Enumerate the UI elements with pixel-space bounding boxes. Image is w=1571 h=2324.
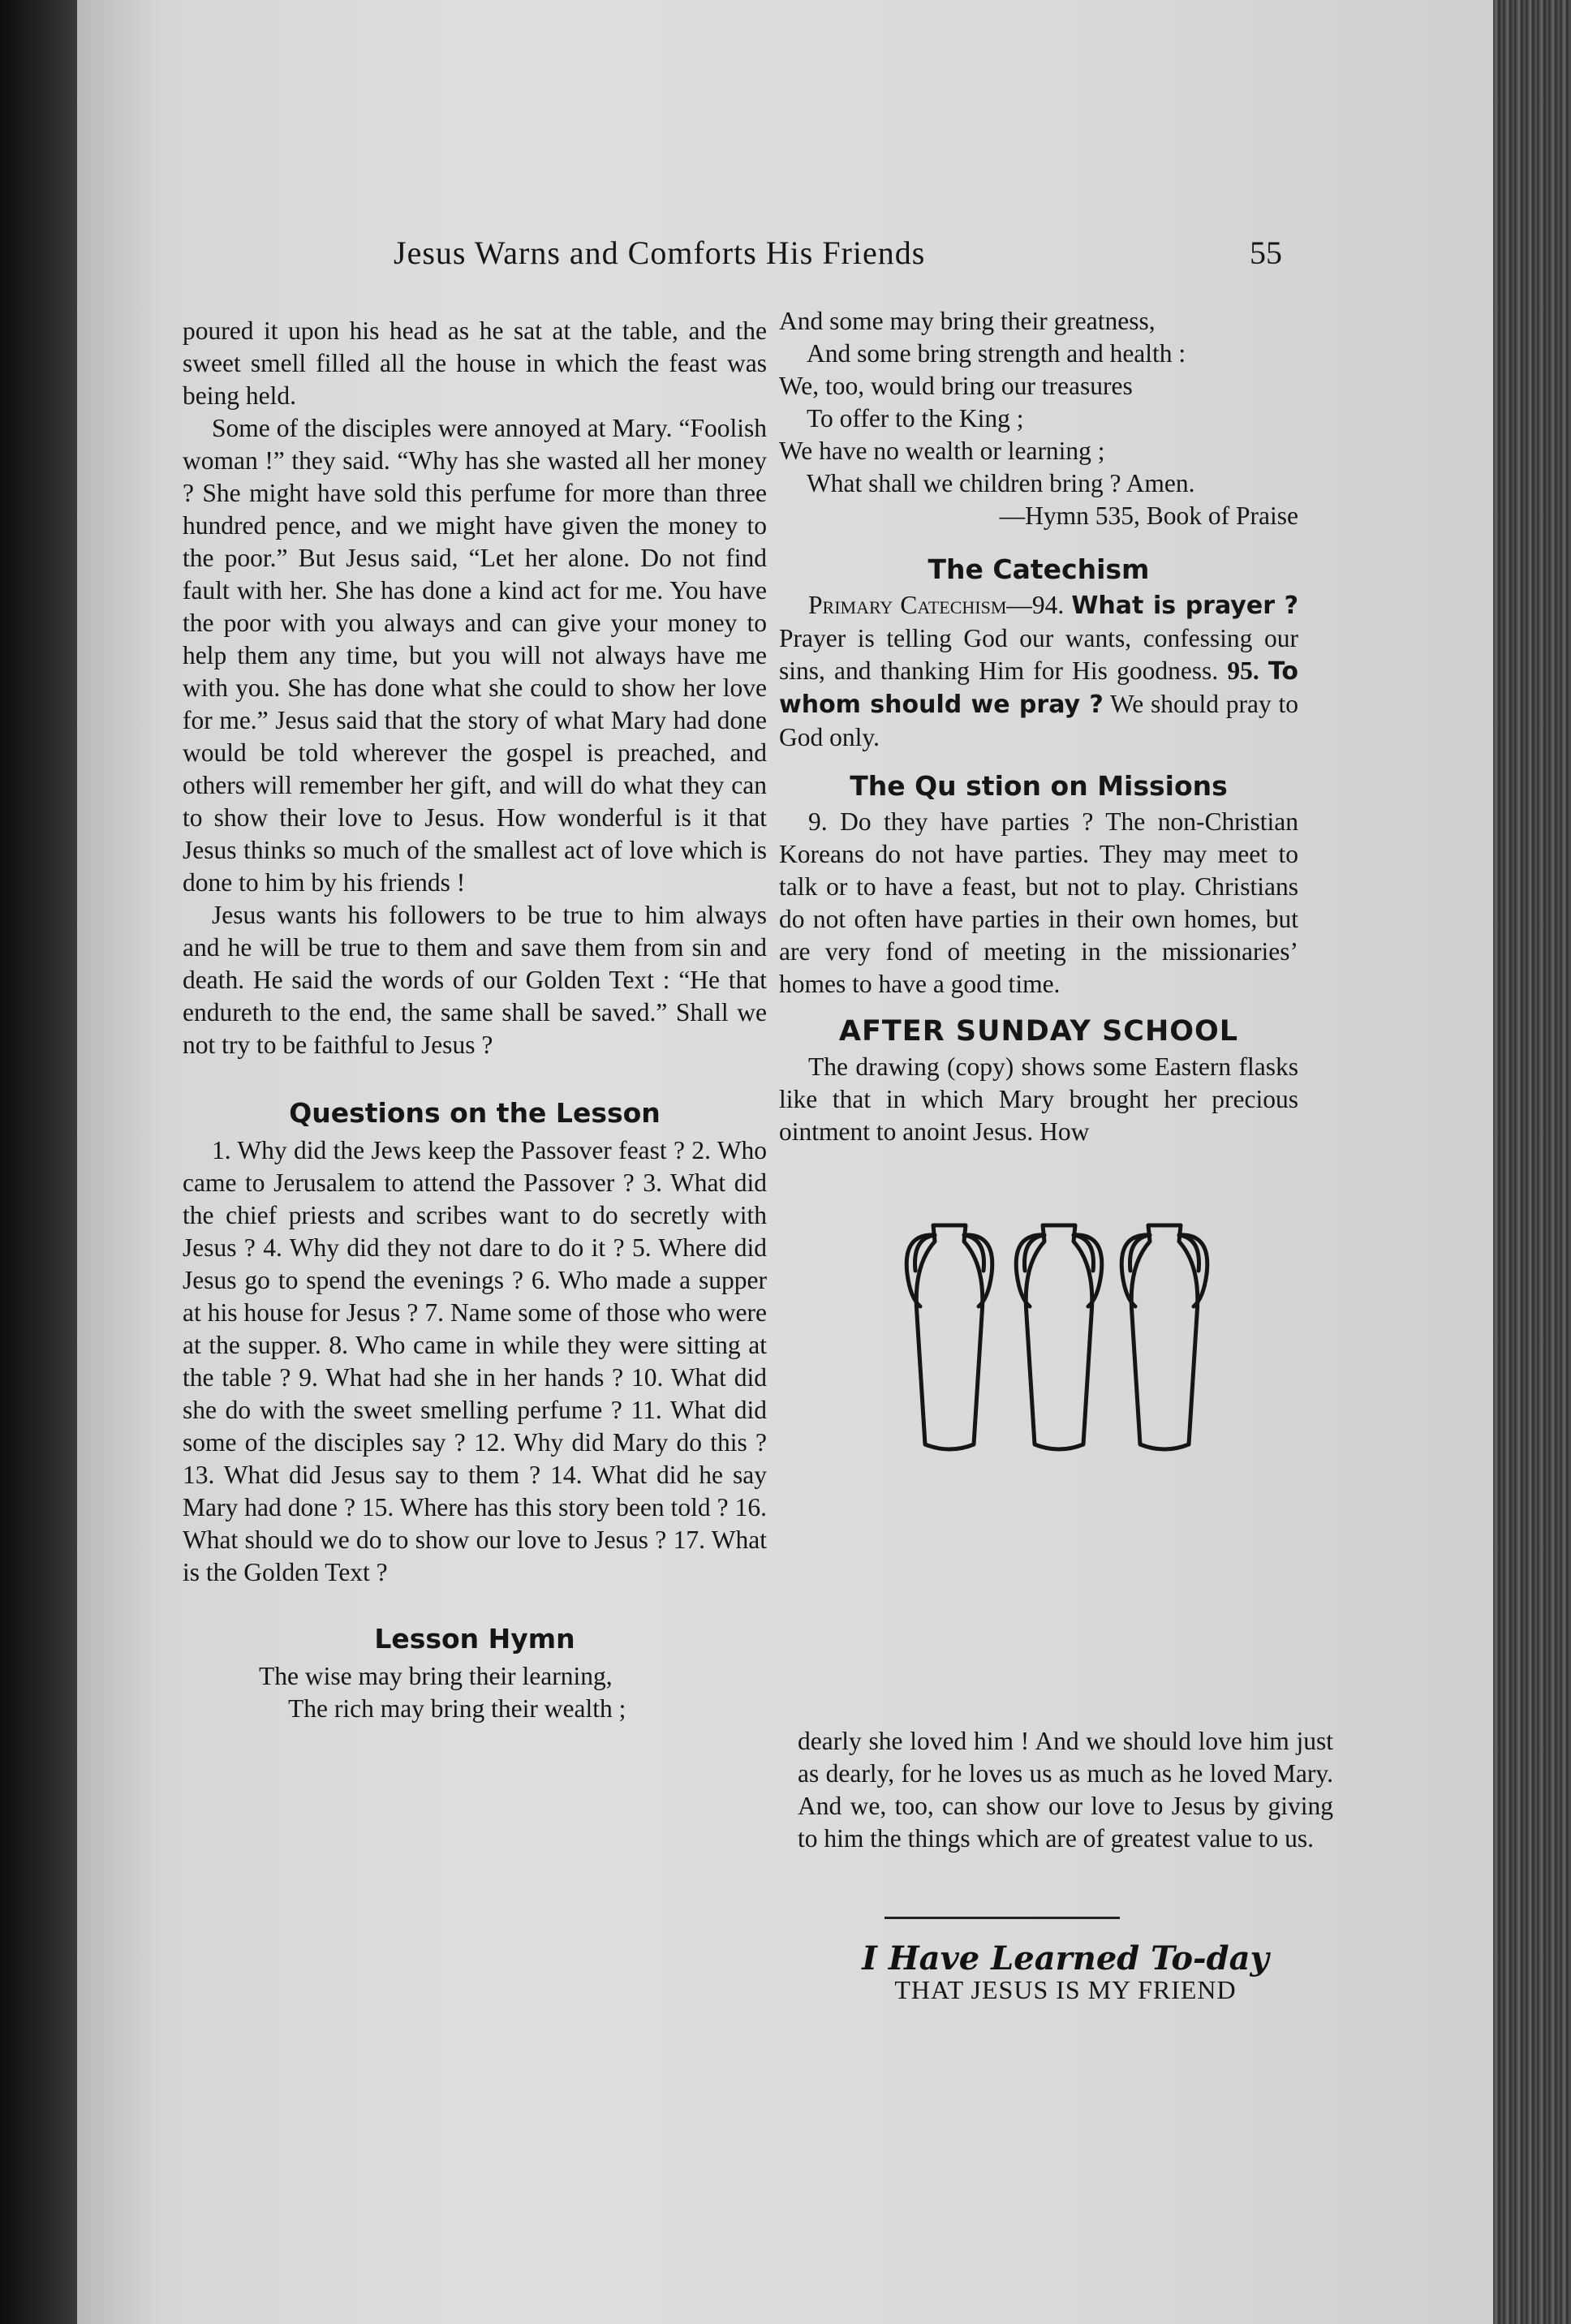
lesson-hymn-heading: Lesson Hymn: [374, 1623, 575, 1655]
after-text: The drawing (copy) shows some Eastern flasks like that in which Mary brought her precious ointment to anoint Jesus. How: [779, 1052, 1298, 1146]
catechism-question: To whom should we pray ?: [779, 657, 1299, 719]
eastern-flasks-drawing: [901, 1217, 1225, 1469]
hymn-line: We have no wealth or learning ;: [779, 437, 1105, 465]
questions-heading: Questions on the Lesson: [289, 1097, 661, 1129]
hymn-line: The rich may bring their wealth ;: [288, 1694, 626, 1723]
hymn-line: We, too, would bring our treasures: [779, 372, 1133, 400]
flask-icon: [906, 1225, 992, 1449]
questions-text: 1. Why did the Jews keep the Passover feast ? 2. Who came to Jerusalem to attend the Passover ? 3. What did the chief priests and scribes want to do secretly with Jesus ? 4. Why did they not dare to do it ? 5. Where did Jesus go to spend the evenings ? 6. Who made a supper at his house for Jesus ? 7. Name some of those who were at the supper. 8. Who came in while they were sitting at the table ? 9. What had she in her hands ? 10. What did she do with the sweet smelling perfume ? 11. What did some of the disciples say ? 12. Why did Mary do this ? 13. What did Jesus say to them ? 14. What did he say Mary had done ? 15. Where has this story been told ? 16. What should we do to show our love to Jesus ? 17. What is the Golden Text ?: [183, 1136, 767, 1586]
after-sunday-school-heading: AFTER SUNDAY SCHOOL: [838, 1015, 1239, 1048]
right-column-continued: [798, 1725, 1333, 1855]
body-paragraph: poured it upon his head as he sat at the table, and the sweet smell filled all the house in which the feast was being held.: [183, 316, 767, 410]
running-title: Jesus Warns and Comforts His Friends: [394, 235, 926, 271]
after-text-continued: dearly she loved him ! And we should love him just as dearly, for he loves us as much as he loved Mary. And we, too, can show our love to Jesus by giving to him the things which are of greatest value to us.: [798, 1727, 1333, 1853]
missions-heading: The Qu stion on Missions: [850, 770, 1228, 802]
hymn-line: What shall we children bring ? Amen.: [807, 469, 1195, 497]
catechism-answer: Prayer is telling God our wants, confessing our sins, and thanking Him for His goodness.: [779, 624, 1298, 685]
hymn-line: And some bring strength and health :: [807, 339, 1186, 368]
page-stack-edge: [1493, 0, 1571, 2324]
catechism-question: What is prayer ?: [1071, 592, 1299, 620]
hymn-line: The wise may bring their learning,: [259, 1662, 613, 1690]
flask-icon: [1121, 1225, 1207, 1449]
learned-today-heading: I Have Learned To-day: [862, 1939, 1269, 1978]
catechism-text: [779, 589, 1298, 754]
right-column: [779, 305, 1298, 1148]
learned-today-text: THAT JESUS IS MY FRIEND: [894, 1975, 1237, 2004]
flask-icon: [1016, 1225, 1102, 1449]
left-column: [183, 315, 767, 1725]
hymn-attribution: —Hymn 535, Book of Praise: [999, 501, 1298, 530]
catechism-label: Primary Catechism—94.: [808, 591, 1065, 619]
hymn-line: And some may bring their greatness,: [779, 307, 1156, 335]
catechism-answer: We should pray to God only.: [779, 690, 1298, 751]
catechism-heading: The Catechism: [928, 553, 1150, 585]
section-rule: [884, 1917, 1120, 1919]
facing-page-shadow: [0, 0, 77, 2324]
body-paragraph: Some of the disciples were annoyed at Mary. “Foolish woman !” they said. “Why has she wasted all her money ? She might have sold this perfume for more than three hundred pence, and we might have given the money to the poor.” But Jesus said, “Let her alone. Do not find fault with her. She has done a kind act for me. You have the poor with you always and can give your money to help them any time, but you will not always have me with you. She has done what she could to show her love for me.” Jesus said that the story of what Mary had done would be told wherever the gospel is preached, and others will remember her gift, and will do what they can to show their love to Jesus. How wonderful is it that Jesus thinks so much of the smallest act of love which is done to him by his friends !: [183, 414, 767, 897]
catechism-number: 95.: [1227, 656, 1259, 685]
hymn-line: To offer to the King ;: [807, 404, 1024, 433]
missions-text: 9. Do they have parties ? The non-Christian Koreans do not have parties. They may meet to talk or to have a feast, but not to play. Christians do not often have parties in their own homes, but are very fond of meeting in the missionaries’ homes to have a good time.: [779, 807, 1298, 998]
body-paragraph: Jesus wants his followers to be true to him always and he will be true to them and save them from sin and death. He said the words of our Golden Text : “He that endureth to the end, the same shall be saved.” Shall we not try to be faithful to Jesus ?: [183, 901, 767, 1059]
page-number: 55: [1250, 235, 1282, 271]
